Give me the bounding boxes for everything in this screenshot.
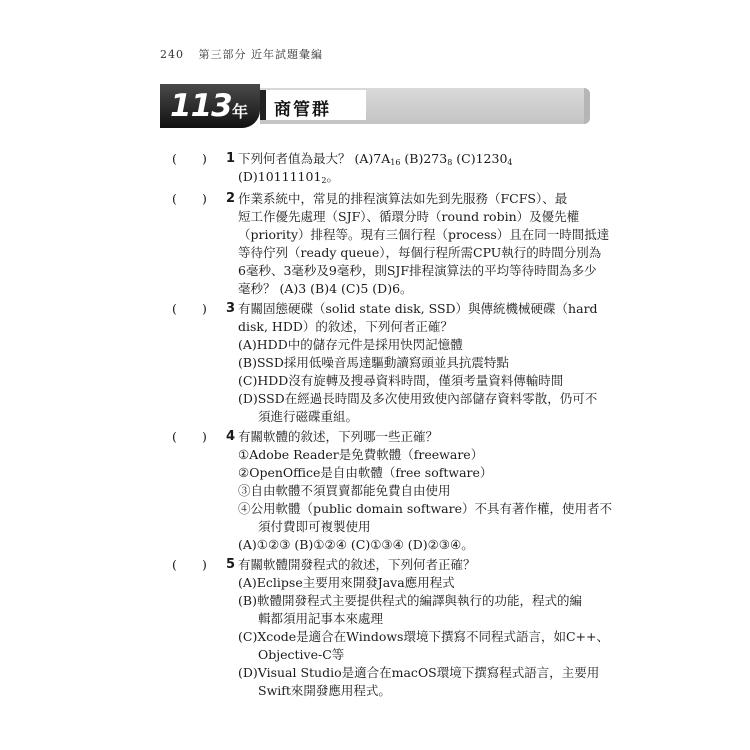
q1-base-8: 8	[447, 158, 453, 167]
q1-option-d: (D)10111101	[238, 169, 322, 184]
page-number: 240	[160, 48, 184, 61]
exam-banner	[160, 84, 588, 130]
q1-text-b: (B)273	[400, 151, 448, 166]
question-line: 有關軟體的敘述，下列哪一些正確？	[238, 429, 439, 444]
question-body	[238, 150, 588, 186]
question-line: 有關固態硬碟（solid state disk, SSD）與傳統機械硬碟（hard	[238, 301, 598, 316]
paren-open: (	[172, 151, 177, 166]
option-d-cont: Swift來開發應用程式。	[258, 683, 391, 698]
question-line: disk, HDD）的敘述，下列何者正確？	[238, 319, 453, 334]
question-number: 2	[226, 191, 236, 206]
question-body	[238, 190, 610, 298]
option-d: (D)SSD在經過長時間及多次使用致使內部儲存資料零散，仍可不	[238, 391, 598, 406]
option-c: (C)HDD沒有旋轉及搜尋資料時間，僅須考量資料傳輸時間	[238, 373, 564, 388]
section-title: 第三部分 近年試題彙編	[198, 48, 323, 61]
question-line: 等待佇列（ready queue），每個行程所需CPU執行的時間分別為	[238, 245, 602, 260]
banner-title: 商管群	[274, 100, 331, 120]
q1-period: 。	[326, 169, 340, 184]
question-number: 1	[226, 151, 236, 166]
question-line: 作業系統中，常見的排程演算法如先到先服務（FCFS）、最	[238, 191, 568, 206]
q1-base-4: 4	[507, 158, 513, 167]
question-line: （priority）排程等。現有三個行程（process）且在同一時間抵達	[238, 227, 610, 242]
statement-4: ④公用軟體（public domain software）不具有著作權，使用者不	[238, 501, 612, 516]
question-line: 有關軟體開發程式的敘述，下列何者正確？	[238, 557, 476, 572]
paren-close: )	[202, 191, 207, 206]
q1-text-a: 下列何者值為最大？ (A)7A	[238, 151, 391, 166]
option-a: (A)Eclipse主要用來開發Java應用程式	[238, 575, 455, 590]
question-line	[238, 150, 588, 168]
question-number: 3	[226, 301, 236, 316]
question-line: 毫秒？ (A)3 (B)4 (C)5 (D)6。	[238, 281, 413, 296]
paren-open: (	[172, 301, 177, 316]
statement-4-cont: 須付費即可複製使用	[258, 519, 371, 534]
year-suffix: 年	[232, 102, 249, 121]
paren-open: (	[172, 557, 177, 572]
option-b: (B)軟體開發程式主要提供程式的編譯與執行的功能，程式的編	[238, 593, 582, 608]
question-line	[238, 168, 588, 186]
options: (A)①②③ (B)①②④ (C)①③④ (D)②③④。	[238, 537, 474, 552]
year-number: 113	[170, 88, 232, 124]
paren-close: )	[202, 429, 207, 444]
option-d-cont: 須進行磁碟重組。	[258, 409, 359, 424]
paren-close: )	[202, 557, 207, 572]
year-badge	[160, 84, 260, 128]
running-header	[160, 46, 323, 62]
question-number: 4	[226, 429, 236, 444]
q1-text-c: (C)1230	[452, 151, 508, 166]
option-c: (C)Xcode是適合在Windows環境下撰寫不同程式語言，如C++、	[238, 629, 609, 644]
paren-open: (	[172, 191, 177, 206]
paren-close: )	[202, 151, 207, 166]
question-body	[238, 428, 612, 554]
statement-3: ③自由軟體不須買賣都能免費自由使用	[238, 483, 451, 498]
banner-edge	[584, 88, 590, 124]
question-line: 6毫秒、3毫秒及9毫秒，則SJF排程演算法的平均等待時間為多少	[238, 263, 597, 278]
paren-open: (	[172, 429, 177, 444]
paren-close: )	[202, 301, 207, 316]
question-number: 5	[226, 557, 236, 572]
statement-2: ②OpenOffice是自由軟體（free software）	[238, 465, 493, 480]
option-d: (D)Visual Studio是適合在macOS環境下撰寫程式語言，主要用	[238, 665, 600, 680]
question-body	[238, 300, 598, 426]
q1-base-2: 2	[321, 176, 327, 185]
option-b-cont: 輯都須用記事本來處理	[258, 611, 384, 626]
option-b: (B)SSD採用低噪音馬達驅動讀寫頭並具抗震特點	[238, 355, 509, 370]
option-c-cont: Objective-C等	[258, 647, 345, 662]
q1-base-16: 16	[390, 158, 401, 167]
statement-1: ①Adobe Reader是免費軟體（freeware）	[238, 447, 484, 462]
question-body	[238, 556, 609, 700]
question-line: 短工作優先處理（SJF）、循環分時（round robin）及優先權	[238, 209, 580, 224]
option-a: (A)HDD中的儲存元件是採用快閃記憶體	[238, 337, 463, 352]
